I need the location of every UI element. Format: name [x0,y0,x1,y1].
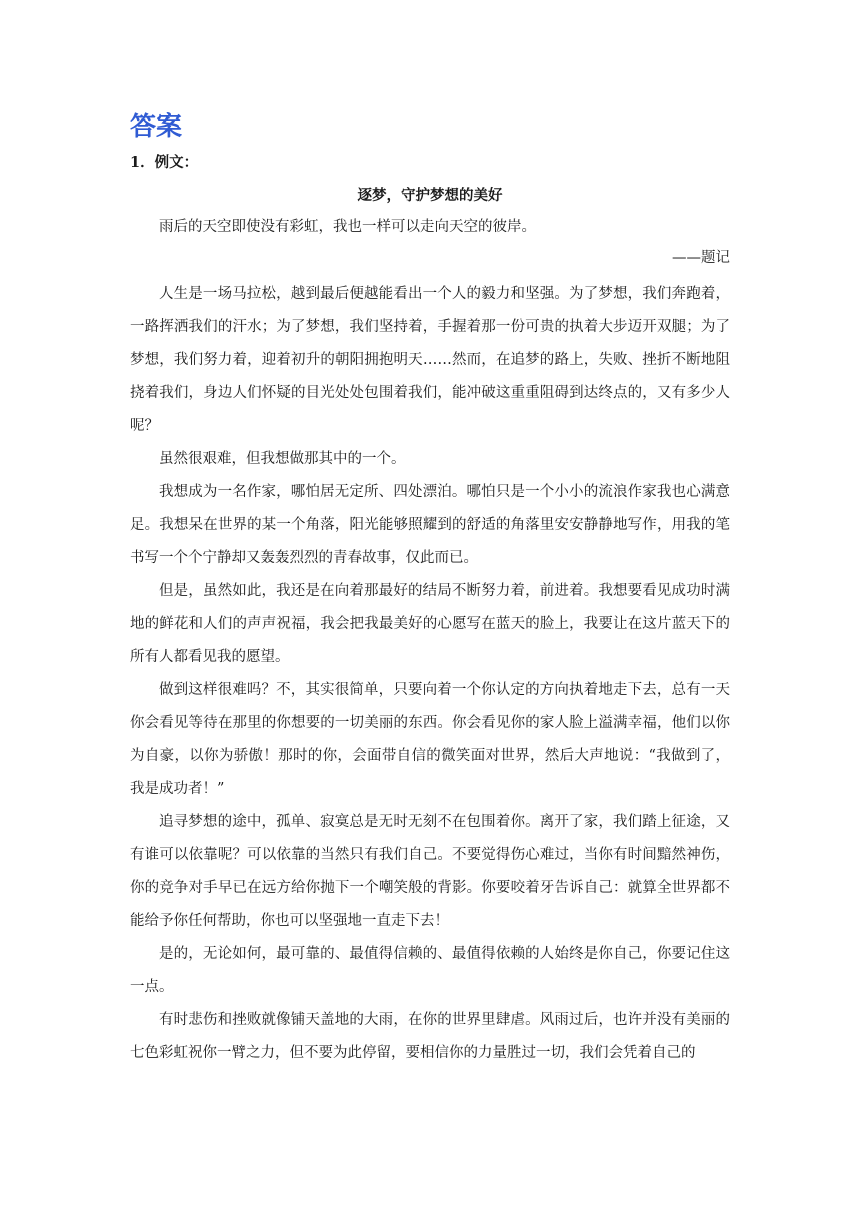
question-label: 1．例文： [130,154,199,171]
essay-paragraph: 虽然很艰难，但我想做那其中的一个。 [159,451,406,467]
document-page [130,108,730,1070]
essay-paragraph: 但是，虽然如此，我还是在向着那最好的结局不断努力着，前进着。我想要看见成功时满地的鲜花和人们的声声祝福，我会把我最美好的心愿写在蓝天的脸上，我要让在这片蓝天下的所有人都看见我的愿望。 [130,583,730,665]
essay-paragraph: 我想成为一名作家，哪怕居无定所、四处漂泊。哪怕只是一个小小的流浪作家我也心满意足。我想呆在世界的某一个角落，阳光能够照耀到的舒适的角落里安安静静地写作，用我的笔书写一个个宁静却又轰轰烈烈的青春故事，仅此而已。 [130,484,730,566]
essay-epigraph: 雨后的天空即使没有彩虹，我也一样可以走向天空的彼岸。 [159,219,536,235]
essay-paragraph: 做到这样很难吗？不，其实很简单，只要向着一个你认定的方向执着地走下去，总有一天你会看见等待在那里的你想要的一切美丽的东西。你会看见你的家人脸上溢满幸福，他们以你为自豪，以你为骄傲！那时的你，会面带自信的微笑面对世界，然后大声地说：“我做到了，我是成功者！” [130,682,730,797]
essay-paragraph: 有时悲伤和挫败就像铺天盖地的大雨，在你的世界里肆虐。风雨过后，也许并没有美丽的七色彩虹祝你一臂之力，但不要为此停留，要相信你的力量胜过一切，我们会凭着自己的 [130,1012,730,1061]
essay-paragraph: 是的，无论如何，最可靠的、最值得信赖的、最值得依赖的人始终是你自己，你要记住这一点。 [130,946,730,995]
essay-title: 逐梦，守护梦想的美好 [357,187,503,204]
epigraph-signature: ——题记 [672,250,730,266]
answer-heading: 答案 [130,112,183,142]
essay-paragraph: 追寻梦想的途中，孤单、寂寞总是无时无刻不在包围着你。离开了家，我们踏上征途，又有谁可以依靠呢？可以依靠的当然只有我们自己。不要觉得伤心难过，当你有时间黯然神伤，你的竞争对手早已在远方给你抛下一个嘲笑般的背影。你要咬着牙告诉自己：就算全世界都不能给予你任何帮助，你也可以坚强地一直走下去！ [130,814,730,929]
essay-paragraph: 人生是一场马拉松，越到最后便越能看出一个人的毅力和坚强。为了梦想，我们奔跑着，一路挥洒我们的汗水；为了梦想，我们坚持着，手握着那一份可贵的执着大步迈开双腿；为了梦想，我们努力着，迎着初升的朝阳拥抱明天……然而，在追梦的路上，失败、挫折不断地阻挠着我们，身边人们怀疑的目光处处包围着我们，能冲破这重重阻碍到达终点的，又有多少人呢？ [130,286,730,434]
